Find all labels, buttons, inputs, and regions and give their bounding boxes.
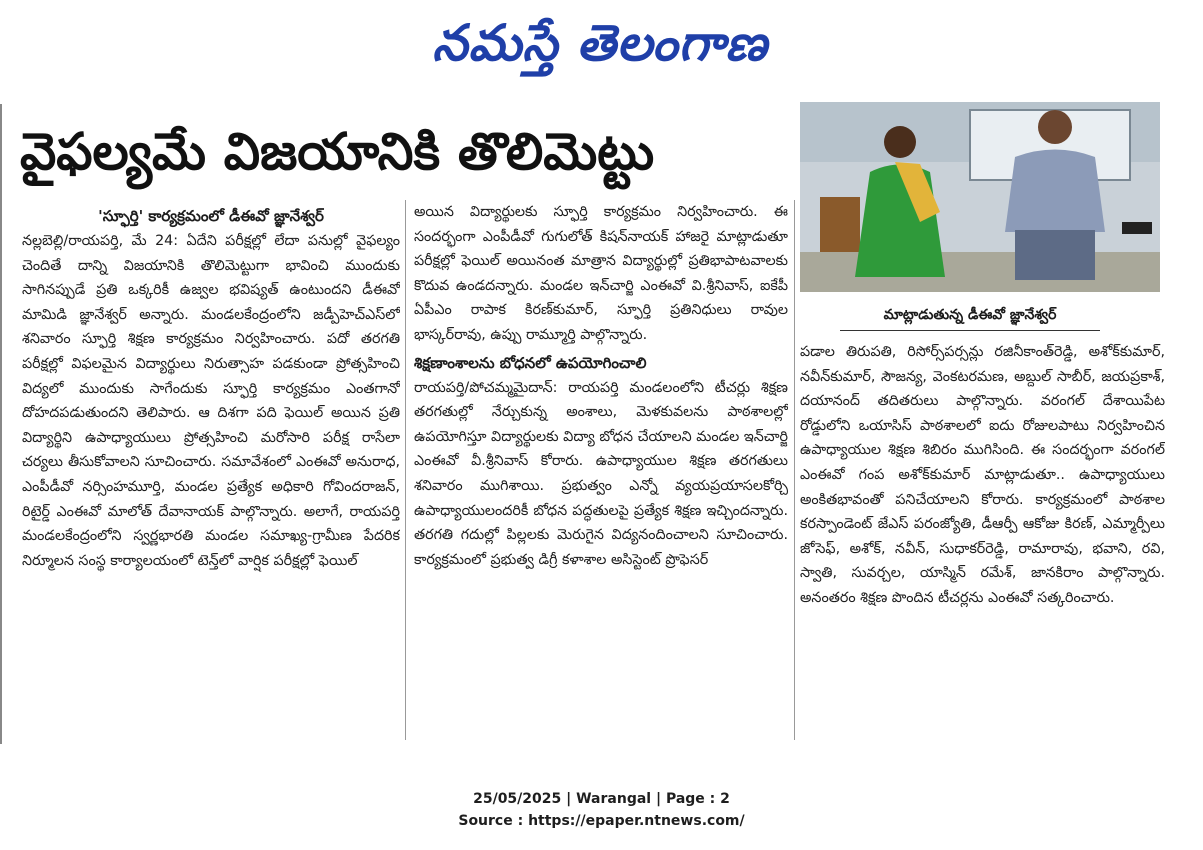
story1-subheading: 'స్ఫూర్తి' కార్యక్రమంలో డీఈవో జ్ఞానేశ్వర్ xyxy=(98,207,324,225)
page-footer xyxy=(400,788,803,832)
story1-body: నల్లబెల్లి/రాయపర్తి, మే 24: ఏదేని పరీక్షల్లో లేదా పనుల్లో వైఫల్యం చెందితే దాన్ని విజయానికి తొలిమెట్టుగా భావించి ముందుకు సాగినప్పుడే ప్రతి ఒక్కరికీ ఉజ్వల భవిష్యత్ ఉంటుందని డీఈవో మామిడి జ్ఞానేశ్వర్ అన్నారు. మండలకేంద్రంలోని జడ్పీహెచ్ఎస్‌లో శనివారం స్ఫూర్తి శిక్షణ కార్యక్రమం నిర్వహించారు. పదో తరగతి పరీక్షల్లో విఫలమైన విద్యార్థులు నిరుత్సాహ పడకుండా ప్రోత్సహించి విద్యలో ముందుకు సాగేందుకు స్ఫూర్తి కార్యక్రమం ఎంతగానో దోహదపడుతుందని తెలిపారు. ఆ దిశగా పది ఫెయిల్ అయిన ప్రతి విద్యార్థిని ఉపాధ్యాయులు ప్రోత్సహించి మరోసారి పరీక్ష రాసేలా చర్యలు తీసుకోవాలని సూచించారు. సమావేశంలో ఎంఈవో అనురాధ, ఎంపీడీవో నర్సింహమూర్తి, మండల ప్రత్యేక అధికారి గోవిందరాజన్, రిటైర్డ్ ఎంఈవో మాలోత్ దేవానాయక్ పాల్గొన్నారు. అలాగే, రాయపర్తి మండలకేంద్రంలోని స్వర్ణభారతి మండల సమాఖ్య-గ్రామీణ పేదరిక నిర్మూలన సంస్థ కార్యాలయంలో టెన్త్‌లో వార్షిక పరీక్షల్లో ఫెయిల్ xyxy=(22,233,400,569)
article-photo xyxy=(800,102,1160,292)
footer-date-edition: 25/05/2025 | Warangal | Page : 2 xyxy=(473,791,730,807)
article-headline: వైఫల్యమే విజయానికి తొలిమెట్టు xyxy=(20,123,655,182)
story2-body-continued: పడాల తిరుపతి, రిసోర్స్‌పర్సన్లు రజినీకాంత్‌రెడ్డి, అశోక్‌కుమార్, నవీన్‌కుమార్, సౌజన్య, వెంకటరమణ, అబ్దుల్ సాబీర్, జయప్రకాశ్, దయానంద్ తదితరులు పాల్గొన్నారు. వరంగల్ దేశాయిపేట రోడ్డులోని ఒయాసిస్ పాఠశాలలో ఐదు రోజులపాటు నిర్వహించిన ఉపాధ్యాయుల శిక్షణ శిబిరం ముగిసింది. ఈ సందర్భంగా వరంగల్ ఎంఈవో గంప అశోక్‌కుమార్ మాట్లాడుతూ.. ఉపాధ్యాయులు అంకితభావంతో పనిచేయాలని కోరారు. కార్యక్రమంలో పాఠశాల కరస్పాండెంట్ జేఎస్ పరంజ్యోతి, డీఆర్పీ ఆకోజు కిరణ్, ఎమ్మార్పీలు జోసెఫ్, అశోక్, నవీన్, సుధాకర్‌రెడ్డి, రామారావు, భవాని, రవి, స్వాతి, సువర్చల, యాస్మిన్ రమేశ్, జానకిరాం పాల్గొన్నారు. అనంతరం శిక్షణ పొందిన టీచర్లను ఎంఈవో సత్కరించారు. xyxy=(800,344,1165,606)
article-column-2 xyxy=(414,200,788,745)
column-divider xyxy=(405,200,406,740)
story2-body: రాయపర్తి/పోచమ్మమైదాన్: రాయపర్తి మండలంలోని టీచర్లు శిక్షణ తరగతుల్లో నేర్చుకున్న అంశాలు, మెళకువలను పాఠశాలల్లో ఉపయోగిస్తూ విద్యార్థులకు విద్యా బోధన చేయాలని మండల ఇన్‌చార్జి ఎంఈవో వీ.శ్రీనివాస్ కోరారు. ఉపాధ్యాయుల శిక్షణ తరగతులు శనివారం ముగిశాయి. ప్రభుత్వం ఎన్నో వ్యయప్రయాసలకోర్చి ఉపాధ్యాయులందరికీ బోధన పద్ధతులపై ప్రత్యేక శిక్షణ ఇచ్చిందన్నారు. తరగతి గదుల్లో పిల్లలకు మెరుగైన విద్యనందించాలని సూచించారు. కార్యక్రమంలో ప్రభుత్వ డిగ్రీ కళాశాల అసిస్టెంట్ ప్రొఫెసర్ xyxy=(414,379,788,568)
photo-caption: మాట్లాడుతున్న డీఈవో జ్ఞానేశ్వర్ xyxy=(840,300,1100,331)
column-divider xyxy=(794,200,795,740)
story1-body-continued: అయిన విద్యార్థులకు స్ఫూర్తి కార్యక్రమం నిర్వహించారు. ఈ సందర్భంగా ఎంపీడీవో గుగులోత్ కిషన్‌నాయక్ హాజరై మాట్లాడుతూ పరీక్షల్లో ఫెయిల్ అయినంత మాత్రాన విద్యార్థుల్లో ప్రతిభాపాటవాలకు కొదువ ఉండదన్నారు. మండల ఇన్‌చార్జి ఎంఈవో వి.శ్రీనివాస్, ఐకేపీ ఏపీఎం రాపాక కిరణ్‌కుమార్, స్ఫూర్తి ప్రతినిధులు రావుల భాస్కర్‌రావు, ఉప్పు రామ్మూర్తి పాల్గొన్నారు. xyxy=(414,204,788,343)
article-column-3 xyxy=(800,340,1165,740)
masthead-logo: నమస్తే తెలంగాణ xyxy=(432,14,768,72)
left-border-rule xyxy=(0,104,12,744)
footer-source: Source : https://epaper.ntnews.com/ xyxy=(458,813,745,829)
story2-subheading: శిక్షణాంశాలను బోధనలో ఉపయోగించాలి xyxy=(414,353,647,372)
article-column-1 xyxy=(22,203,400,743)
